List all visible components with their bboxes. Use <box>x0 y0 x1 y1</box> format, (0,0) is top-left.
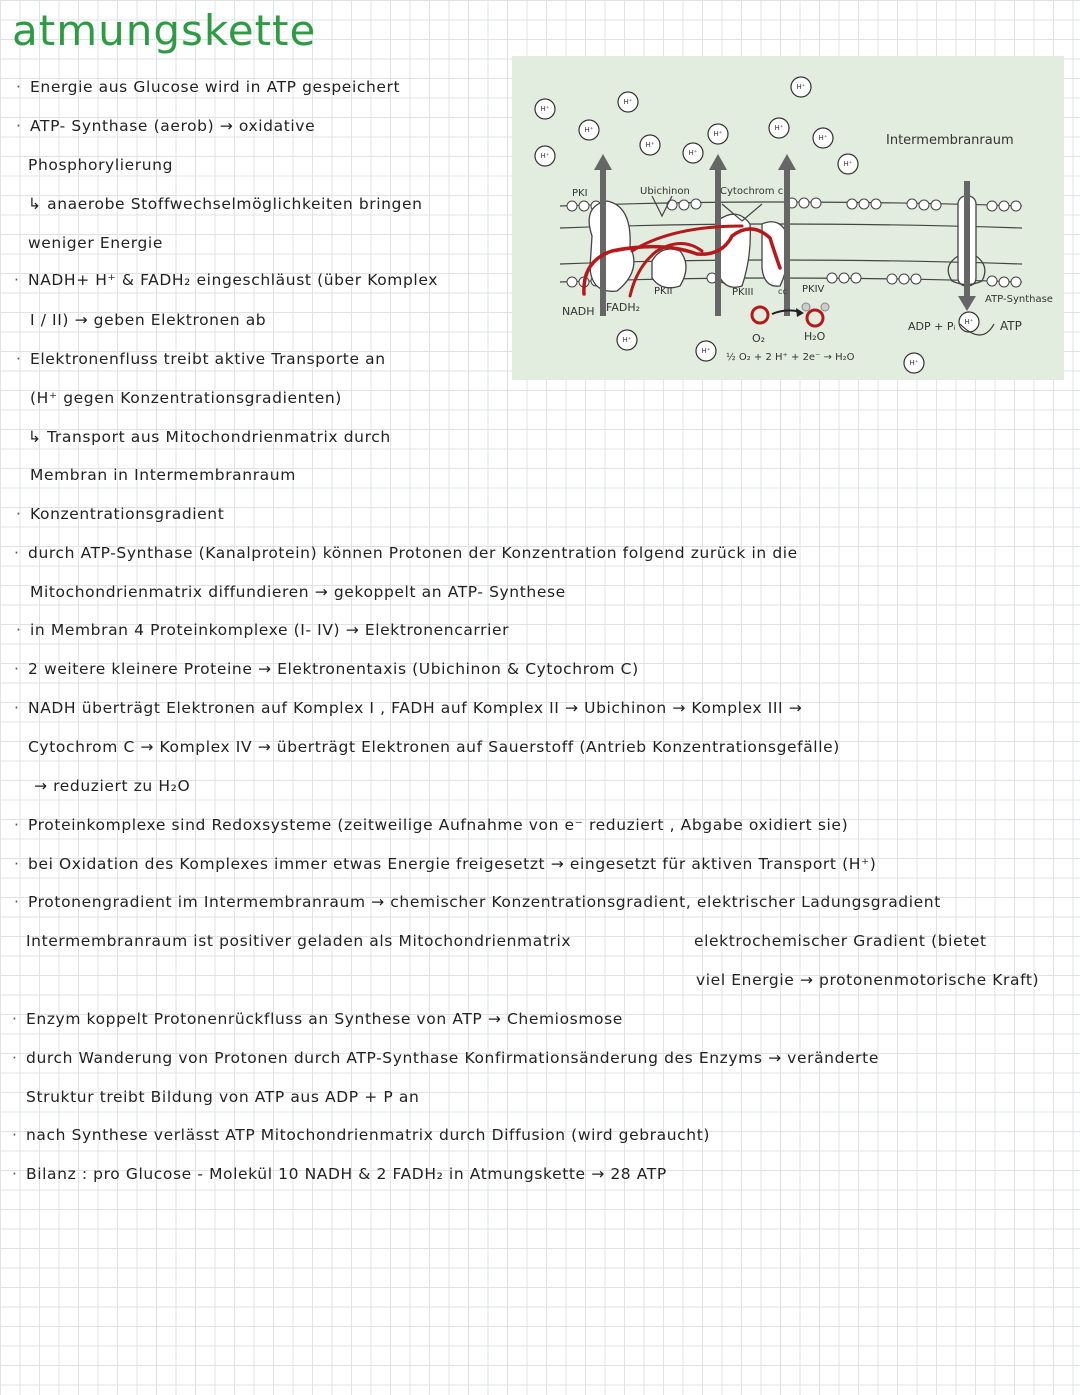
note-line: · ATP- Synthase (aerob) → oxidative <box>30 117 315 135</box>
note-line: elektrochemischer Gradient (bietet <box>694 932 987 950</box>
proton-label: H⁺ <box>584 126 594 134</box>
water-hydrogen-left <box>802 303 810 311</box>
note-line: Phosphorylierung <box>28 156 174 174</box>
proton-label: H⁺ <box>796 83 806 91</box>
note-line: · durch Wanderung von Protonen durch ATP-Synthase Konfirmationsänderung des Enzyms → veränderte <box>26 1049 879 1067</box>
water-hydrogen-right <box>821 303 829 311</box>
proton-label: H⁺ <box>818 134 828 142</box>
note-line: · in Membran 4 Proteinkomplexe (I- IV) → Elektronencarrier <box>30 621 509 639</box>
note-line: → reduziert zu H₂O <box>34 777 191 795</box>
intermembrane-label: Intermembranraum <box>886 133 1014 148</box>
proton-label: H⁺ <box>909 359 919 367</box>
atp-label: ATP <box>1000 319 1022 333</box>
h2o-label: H₂O <box>804 330 826 343</box>
respiratory-chain-diagram <box>512 56 1064 380</box>
proton-label: H⁺ <box>645 141 655 149</box>
proton-label: H⁺ <box>774 124 784 132</box>
reaction-label: ½ O₂ + 2 H⁺ + 2e⁻ → H₂O <box>726 352 855 363</box>
note-line: viel Energie → protonenmotorische Kraft) <box>696 971 1040 989</box>
proton-label: H⁺ <box>540 105 550 113</box>
ubichinon-label: Ubichinon <box>640 186 690 197</box>
note-line: · Energie aus Glucose wird in ATP gespeichert <box>30 78 400 96</box>
note-line: ↳ Transport aus Mitochondrienmatrix durch <box>28 428 391 446</box>
proton-label: H⁺ <box>622 336 632 344</box>
note-line: I / II) → geben Elektronen ab <box>30 311 267 329</box>
note-line: Membran in Intermembranraum <box>30 466 296 484</box>
note-line: · durch ATP-Synthase (Kanalprotein) können Protonen der Konzentration folgend zurück in die <box>28 544 798 562</box>
note-line: Cytochrom C → Komplex IV → überträgt Elektronen auf Sauerstoff (Antrieb Konzentrationsgefälle) <box>28 738 840 756</box>
nadh-label: NADH <box>562 305 595 318</box>
cc-label: cc <box>778 287 787 296</box>
proton-label: H⁺ <box>964 318 974 326</box>
cytochrom-label: Cytochrom c <box>720 186 784 197</box>
page-title: atmungskette <box>12 6 317 55</box>
note-line: · Protonengradient im Intermembranraum → chemischer Konzentrationsgradient, elektrischer Ladungsgradient <box>28 893 941 911</box>
fadh2-label: FADH₂ <box>606 301 640 314</box>
pk3-label: PKIII <box>732 287 754 298</box>
note-line: · nach Synthese verlässt ATP Mitochondrienmatrix durch Diffusion (wird gebraucht) <box>26 1126 710 1144</box>
pk1-label: PKI <box>572 188 588 199</box>
note-line: Intermembranraum ist positiver geladen als Mitochondrienmatrix <box>26 932 572 950</box>
note-line: · Enzym koppelt Protonenrückfluss an Synthese von ATP → Chemiosmose <box>26 1010 623 1028</box>
atp-synthase-label: ATP-Synthase <box>985 294 1053 305</box>
note-line: · Proteinkomplexe sind Redoxsysteme (zeitweilige Aufnahme von e⁻ reduziert , Abgabe oxidiert sie) <box>28 816 848 834</box>
proton-label: H⁺ <box>688 149 698 157</box>
protein-complex-2 <box>652 249 686 288</box>
note-line: ↳ anaerobe Stoffwechselmöglichkeiten bringen <box>28 195 423 213</box>
proton-label: H⁺ <box>843 160 853 168</box>
note-line: · NADH+ H⁺ & FADH₂ eingeschläust (über Komplex <box>28 271 438 289</box>
proton-label: H⁺ <box>623 98 633 106</box>
note-line: · Elektronenfluss treibt aktive Transporte an <box>30 350 386 368</box>
note-line: · Konzentrationsgradient <box>30 505 224 523</box>
proton-label: H⁺ <box>701 347 711 355</box>
note-line: weniger Energie <box>28 234 163 252</box>
note-line: Mitochondrienmatrix diffundieren → gekoppelt an ATP- Synthese <box>30 583 566 601</box>
note-line: Struktur treibt Bildung von ATP aus ADP + P an <box>26 1088 420 1106</box>
note-line: · Bilanz : pro Glucose - Molekül 10 NADH & 2 FADH₂ in Atmungskette → 28 ATP <box>26 1165 667 1183</box>
note-line: (H⁺ gegen Konzentrationsgradienten) <box>30 389 342 407</box>
note-line: · 2 weitere kleinere Proteine → Elektronentaxis (Ubichinon & Cytochrom C) <box>28 660 639 678</box>
note-line: · NADH überträgt Elektronen auf Komplex I , FADH auf Komplex II → Ubichinon → Komplex III → <box>28 699 802 717</box>
o2-label: O₂ <box>752 332 766 345</box>
pk2-label: PKII <box>654 286 673 297</box>
proton-label: H⁺ <box>540 152 550 160</box>
adp-label: ADP + Pᵢ <box>908 320 956 333</box>
note-line: · bei Oxidation des Komplexes immer etwas Energie freigesetzt → eingesetzt für aktiven Transport (H⁺) <box>28 855 876 873</box>
pk4-label: PKIV <box>802 284 825 295</box>
proton-label: H⁺ <box>713 130 723 138</box>
